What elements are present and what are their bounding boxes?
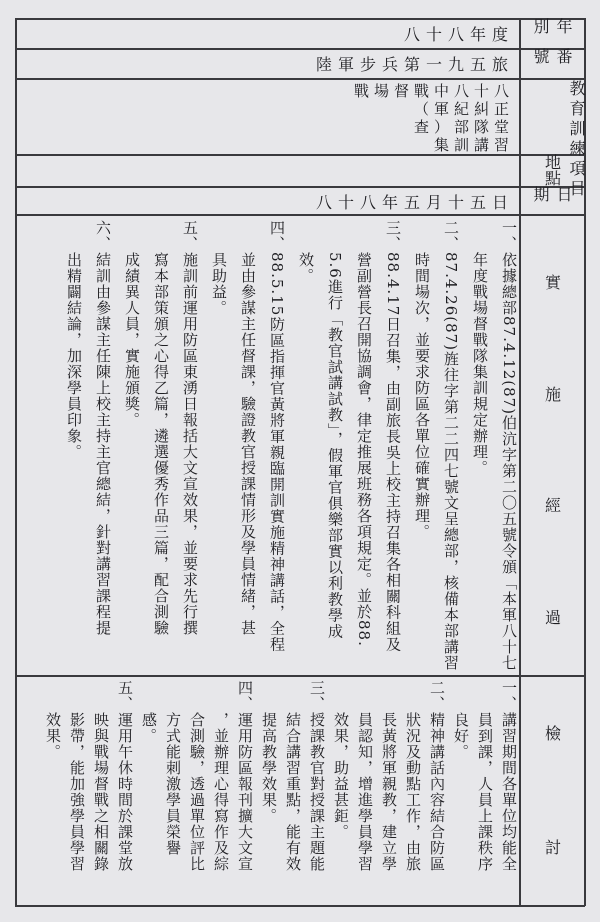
serial-value: 陸軍步兵第一九五旅 [315, 55, 514, 74]
execution-line-4: 時間場次，並要求防區各單位確實辦理。 [413, 220, 431, 540]
execution-line-9: 四、88.5.15防區指揮官黃將軍親臨開訓實施精神講話，全程 [268, 220, 286, 653]
item-value-line-4: 集訓講習 [433, 136, 514, 154]
review-line-4: 二、精神講話內容結合防區 [428, 680, 446, 872]
review-section [22, 680, 516, 902]
review-line-7: 員認知，增進學員學習 [356, 680, 374, 872]
review-line-3: 良好。 [452, 680, 470, 760]
review-line-16: 感。 [140, 680, 158, 744]
review-line-15: 方式能刺激學員榮譽 [164, 680, 182, 856]
item-value-line-3: 查）部隊堂 [413, 118, 514, 136]
execution-line-8: 效。 [297, 220, 315, 284]
item-value-line-2: （軍紀糾正 [413, 100, 514, 118]
year-value-horizontal: 八十八年度 [403, 25, 514, 44]
execution-line-14: 成績異人員，實施頒獎。 [123, 220, 141, 428]
review-line-18: 映與戰場督戰之相關錄 [92, 680, 110, 872]
execution-line-15: 六、結訓由參謀主任陳上校主持主官總結，針對講習課程提 [94, 220, 112, 636]
execution-line-2: 年度戰場督戰隊集訓規定辦理。 [471, 220, 489, 476]
table-border-bottom [15, 905, 585, 907]
row-divider-3 [15, 154, 585, 156]
execution-line-5: 三、88.4.17日召集，由副旅長吳上校主持召集各相關科組及 [384, 220, 402, 653]
row-divider-4 [15, 186, 585, 188]
execution-line-1: 一、依據總部87.4.12(87)伯沆字第二〇五號令頒「本軍八十七 [500, 220, 518, 672]
header-review: 檢 討 [542, 725, 562, 855]
date-value: 八十八年五月十五日 [315, 193, 514, 212]
table-border-left [15, 18, 17, 906]
execution-line-10: 並由參謀主任督課，驗證教官授課情形及學員情緒，甚 [239, 220, 257, 636]
review-line-5: 狀況及動點工作，由旅 [404, 680, 422, 872]
review-line-2: 員到課，人員上課秩序 [476, 680, 494, 872]
row-divider-6 [15, 675, 585, 677]
execution-line-12: 五、施訓前運用防區東湧日報括大文宣效果，並要求先行撰 [181, 220, 199, 636]
review-line-1: 一、講習期間各單位均能全 [500, 680, 518, 872]
row-divider-5 [15, 214, 585, 216]
execution-line-11: 具助益。 [210, 220, 228, 316]
header-place: 地點 [542, 154, 562, 186]
review-line-9: 三、授課教官對授課主題能 [308, 680, 326, 872]
review-line-8: 效果，助益甚鉅。 [332, 680, 350, 840]
review-line-12: 四、運用防區報刊擴大文宣 [236, 680, 254, 872]
header-year: 年別 [531, 18, 573, 34]
review-line-19: 影帶，能加強學員學習 [68, 680, 86, 872]
header-item: 教育訓練項目 [567, 80, 586, 200]
review-line-20: 效果。 [44, 680, 62, 760]
execution-line-7: 5.6進行「教官試講試教」，假軍官俱樂部實以利教學成 [326, 220, 344, 640]
execution-line-6: 營副營長召開協調會，律定推展班務各項規定。並於88. [355, 220, 373, 647]
review-line-14: 合測驗，透過單位評比 [188, 680, 206, 872]
row-divider-2 [15, 78, 585, 80]
header-execution: 實 施 經 過 [542, 273, 562, 626]
execution-line-3: 二、87.4.26(87)旌往字第二二四七號文呈總部，核備本部講習 [442, 220, 460, 672]
item-value-line-1: 戰場督戰中八十八 [353, 82, 514, 100]
header-serial: 番號 [531, 48, 573, 64]
table-border-top [15, 18, 585, 20]
item-value [300, 82, 514, 152]
row-divider-1 [15, 48, 585, 50]
review-line-13: ，並辦理心得寫作及綜 [212, 680, 230, 872]
review-line-17: 五、運用午休時間於課堂放 [116, 680, 134, 872]
execution-line-16: 出精闢結論，加深學員印象。 [65, 220, 83, 460]
execution-section [22, 220, 516, 670]
review-line-10: 結合講習重點，能有效 [284, 680, 302, 872]
header-date: 日期 [531, 186, 573, 202]
review-line-6: 長黃將軍親教，建立學 [380, 680, 398, 872]
execution-line-13: 寫本部策頒之心得乙篇，遴選優秀作品三篇，配合測驗 [152, 220, 170, 636]
review-line-11: 提高教學效果。 [260, 680, 278, 824]
